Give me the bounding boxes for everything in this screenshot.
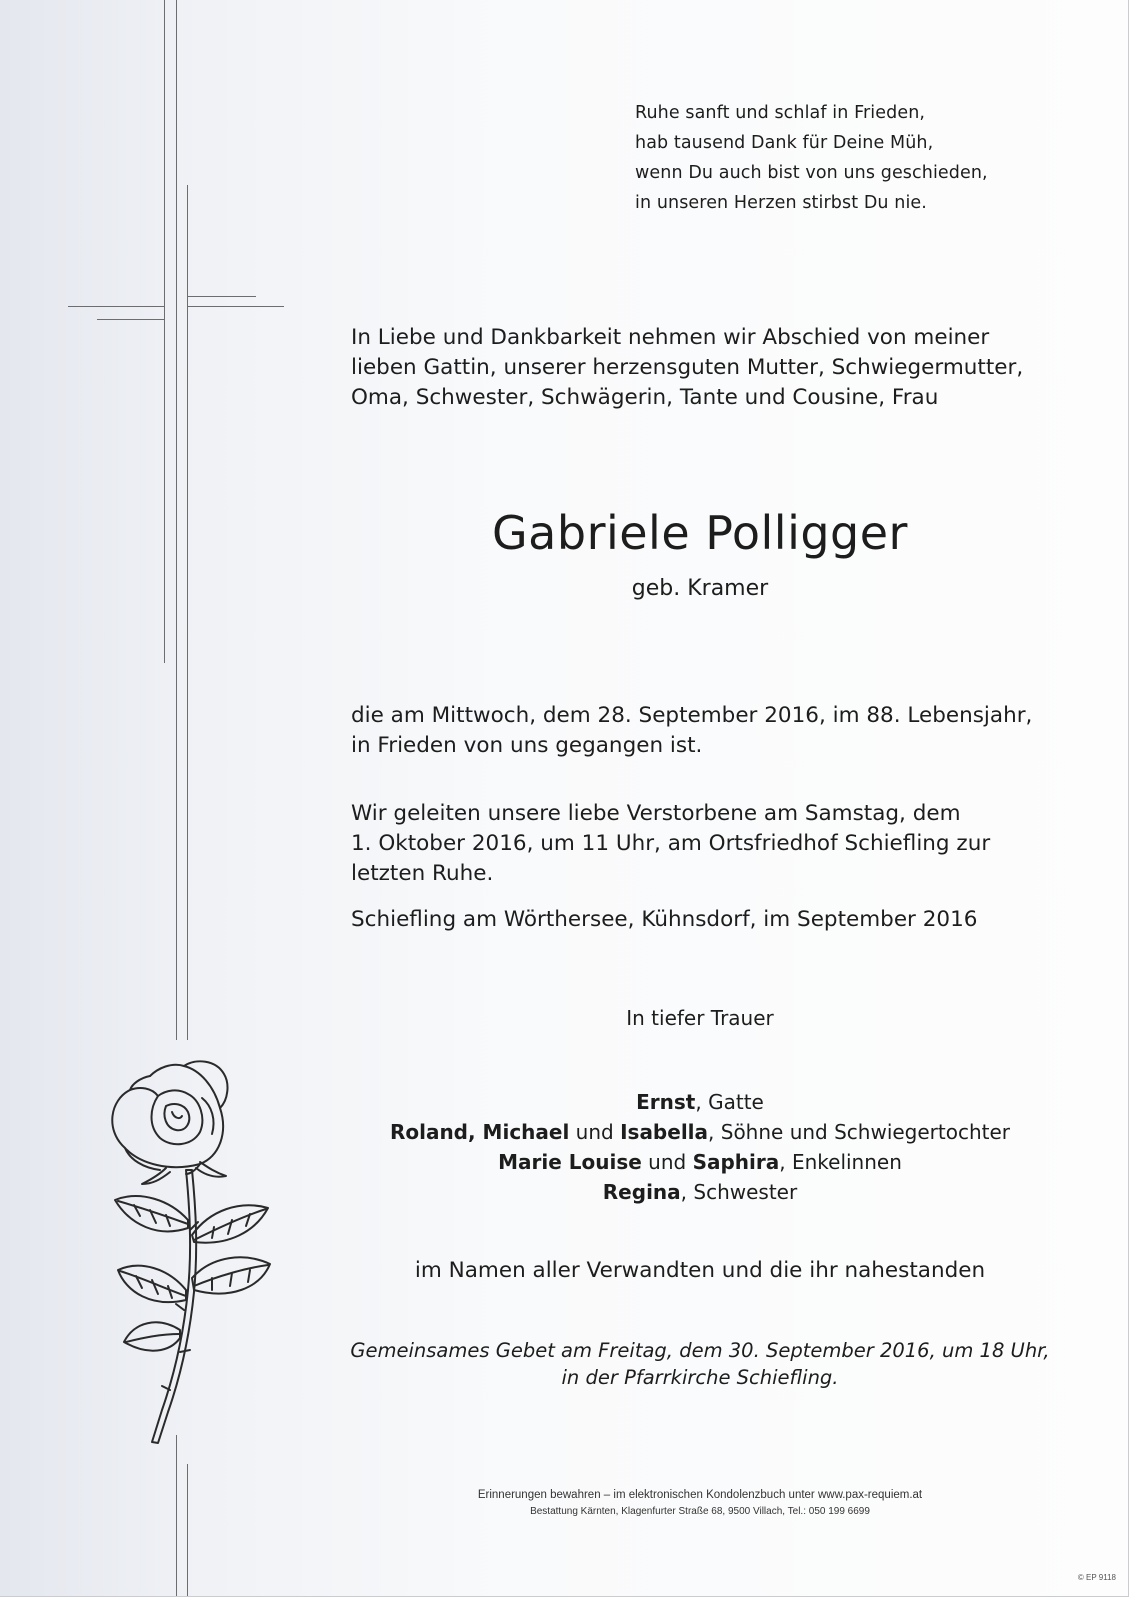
prayer-notice <box>300 1337 1100 1391</box>
separator: , <box>779 1150 792 1174</box>
passing-paragraph <box>351 701 1091 761</box>
intro-paragraph <box>351 323 1091 413</box>
print-code: © EP 9118 <box>1077 1573 1116 1582</box>
mourner-relation: Söhne und Schwiegertochter <box>720 1120 1011 1144</box>
separator: , <box>695 1090 709 1114</box>
separator: und <box>641 1150 693 1174</box>
poem-line: wenn Du auch bist von uns geschieden, <box>635 163 988 183</box>
mourner-name: Marie Louise <box>498 1150 642 1174</box>
burial-paragraph <box>351 799 1091 889</box>
deceased-name: Gabriele Polligger <box>492 506 908 560</box>
passing-line: in Frieden von uns gegangen ist. <box>351 733 703 758</box>
footer-condolence-line: Erinnerungen bewahren – im elektronischen Kondolenzbuch unter www.pax-requiem.at <box>477 1489 923 1501</box>
mourner-line <box>300 1177 1100 1207</box>
poem-line: Ruhe sanft und schlaf in Frieden, <box>635 103 926 123</box>
poem-line: in unseren Herzen stirbst Du nie. <box>635 193 927 213</box>
mourner-name: Regina <box>602 1180 681 1204</box>
prayer-line: in der Pfarrkirche Schiefling. <box>561 1366 839 1389</box>
poem-line: hab tausend Dank für Deine Müh, <box>635 133 934 153</box>
separator: , <box>680 1180 694 1204</box>
separator: , <box>708 1120 721 1144</box>
rose-icon <box>100 1060 290 1445</box>
burial-line: Wir geleiten unsere liebe Verstorbene am Samstag, dem <box>351 801 961 826</box>
mourner-line <box>300 1147 1100 1177</box>
passing-line: die am Mittwoch, dem 28. September 2016, im 88. Lebensjahr, <box>351 703 1033 728</box>
mourner-relation: Enkelinnen <box>791 1150 902 1174</box>
footer <box>300 1487 1100 1519</box>
prayer-line: Gemeinsames Gebet am Freitag, dem 30. September 2016, um 18 Uhr, <box>350 1339 1050 1362</box>
poem <box>635 98 1075 218</box>
mourner-relation: Gatte <box>708 1090 764 1114</box>
maiden-name: geb. Kramer <box>631 576 769 601</box>
burial-line: letzten Ruhe. <box>351 861 494 886</box>
intro-line: Oma, Schwester, Schwägerin, Tante und Cousine, Frau <box>351 385 939 410</box>
mourner-name: Saphira <box>692 1150 780 1174</box>
burial-line: 1. Oktober 2016, um 11 Uhr, am Ortsfriedhof Schiefling zur <box>351 831 991 856</box>
mourner-name: Ernst <box>636 1090 696 1114</box>
intro-line: In Liebe und Dankbarkeit nehmen wir Abschied von meiner <box>351 325 990 350</box>
separator: und <box>569 1120 621 1144</box>
mourner-relation: Schwester <box>693 1180 798 1204</box>
footer-address-line: Bestattung Kärnten, Klagenfurter Straße 68, 9500 Villach, Tel.: 050 199 6699 <box>530 1506 870 1517</box>
mourner-name: Isabella <box>620 1120 709 1144</box>
relatives-line: im Namen aller Verwandten und die ihr nahestanden <box>414 1258 986 1283</box>
mourner-line <box>300 1117 1100 1147</box>
mourning-title: In tiefer Trauer <box>626 1006 774 1030</box>
mourners-list <box>300 1087 1100 1207</box>
place-and-date: Schiefling am Wörthersee, Kühnsdorf, im September 2016 <box>351 907 978 932</box>
mourner-line <box>300 1087 1100 1117</box>
mourner-name: Roland, Michael <box>389 1120 570 1144</box>
intro-line: lieben Gattin, unserer herzensguten Mutter, Schwiegermutter, <box>351 355 1024 380</box>
